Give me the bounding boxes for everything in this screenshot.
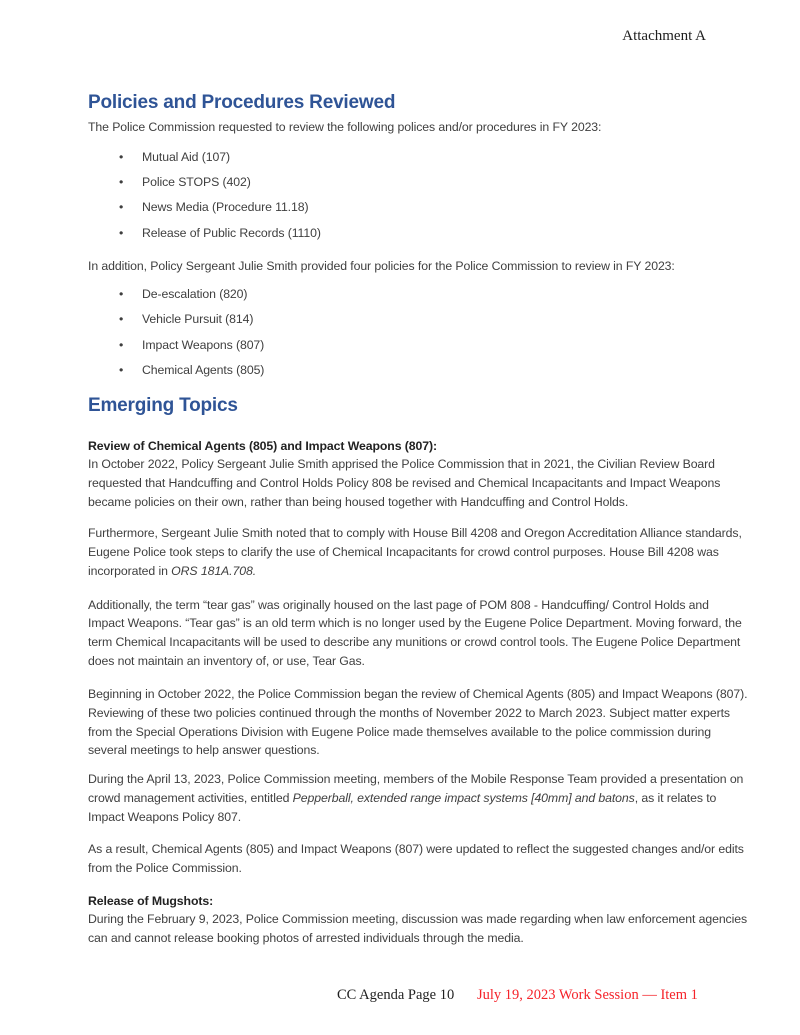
heading-policies-and-procedures: Policies and Procedures Reviewed <box>88 92 396 113</box>
subheading-chemical-agents-review: Review of Chemical Agents (805) and Impact Weapons (807): <box>88 438 437 453</box>
paragraph-review-timeline: Beginning in October 2022, the Police Commission began the review of Chemical Agents (805) and Impact Weapons (807). Reviewing of these two policies continued through the months of November 2022 to March 2023. Subject matter experts from the Special Operations Division with Eugene Police made themselves available to the police commission during several meetings to help answer questions. <box>88 687 748 758</box>
list-item: • News Media (Procedure 11.18) <box>88 198 748 217</box>
paragraph-house-bill-4208: Furthermore, Sergeant Julie Smith noted that to comply with House Bill 4208 and Oregon Accreditation Alliance standards, Eugene Police took steps to clarify the use of Chemical Incapacitants for crowd control purposes. House Bill 4208 was incorporated in ORS 181A.708. <box>88 526 742 578</box>
paragraph-mobile-response-team: During the April 13, 2023, Police Commission meeting, members of the Mobile Response Team provided a presentation on crowd management activities, entitled Pepperball, extended range impact systems [40mm] and batons, as it relates to Impact Weapons Policy 807. <box>88 772 744 824</box>
document-body <box>88 0 748 948</box>
subheading-release-of-mugshots: Release of Mugshots: <box>88 893 214 908</box>
heading-emerging-topics: Emerging Topics <box>88 394 238 416</box>
provided-policies-list <box>88 285 748 380</box>
attachment-label: Attachment A <box>622 28 706 44</box>
footer-session-label: July 19, 2023 Work Session — Item 1 <box>477 987 698 1003</box>
paragraph-october-2022: In October 2022, Policy Sergeant Julie Smith apprised the Police Commission that in 2021, the Civilian Review Board requested that Handcuffing and Control Holds Policy 808 be revised and Chemical Incapacitants and Impact Weapons became policies on their own, rather than being housed together with Handcuffing and Control Holds. <box>88 457 721 509</box>
list-item: • Police STOPS (402) <box>88 173 748 192</box>
footer-page-number: CC Agenda Page 10 <box>337 987 455 1003</box>
list-item: • Impact Weapons (807) <box>88 336 748 355</box>
list-item: • Mutual Aid (107) <box>88 148 748 167</box>
in-addition-paragraph: In addition, Policy Sergeant Julie Smith provided four policies for the Police Commission to review in FY 2023: <box>88 259 675 274</box>
list-item: • Chemical Agents (805) <box>88 361 748 380</box>
intro-paragraph: The Police Commission requested to review the following polices and/or procedures in FY 2023: <box>88 120 602 134</box>
paragraph-as-a-result: As a result, Chemical Agents (805) and Impact Weapons (807) were updated to reflect the suggested changes and/or edits from the Police Commission. <box>88 842 744 875</box>
list-item: • Vehicle Pursuit (814) <box>88 310 748 329</box>
requested-policies-list <box>88 148 748 243</box>
paragraph-tear-gas: Additionally, the term “tear gas” was originally housed on the last page of POM 808 - Handcuffing/ Control Holds and Impact Weapons. “Tear gas” is an old term which is no longer used by the Eugene Police Department. Moving forward, the term Chemical Incapacitants will be used to describe any munitions or crowd control tools. The Eugene Police Department does not maintain an inventory of, or use, Tear Gas. <box>88 597 742 668</box>
list-item: • De-escalation (820) <box>88 285 748 304</box>
list-item: • Release of Public Records (1110) <box>88 224 748 243</box>
paragraph-mugshots: During the February 9, 2023, Police Commission meeting, discussion was made regarding when law enforcement agencies can and cannot release booking photos of arrested individuals through the media. <box>88 912 748 946</box>
